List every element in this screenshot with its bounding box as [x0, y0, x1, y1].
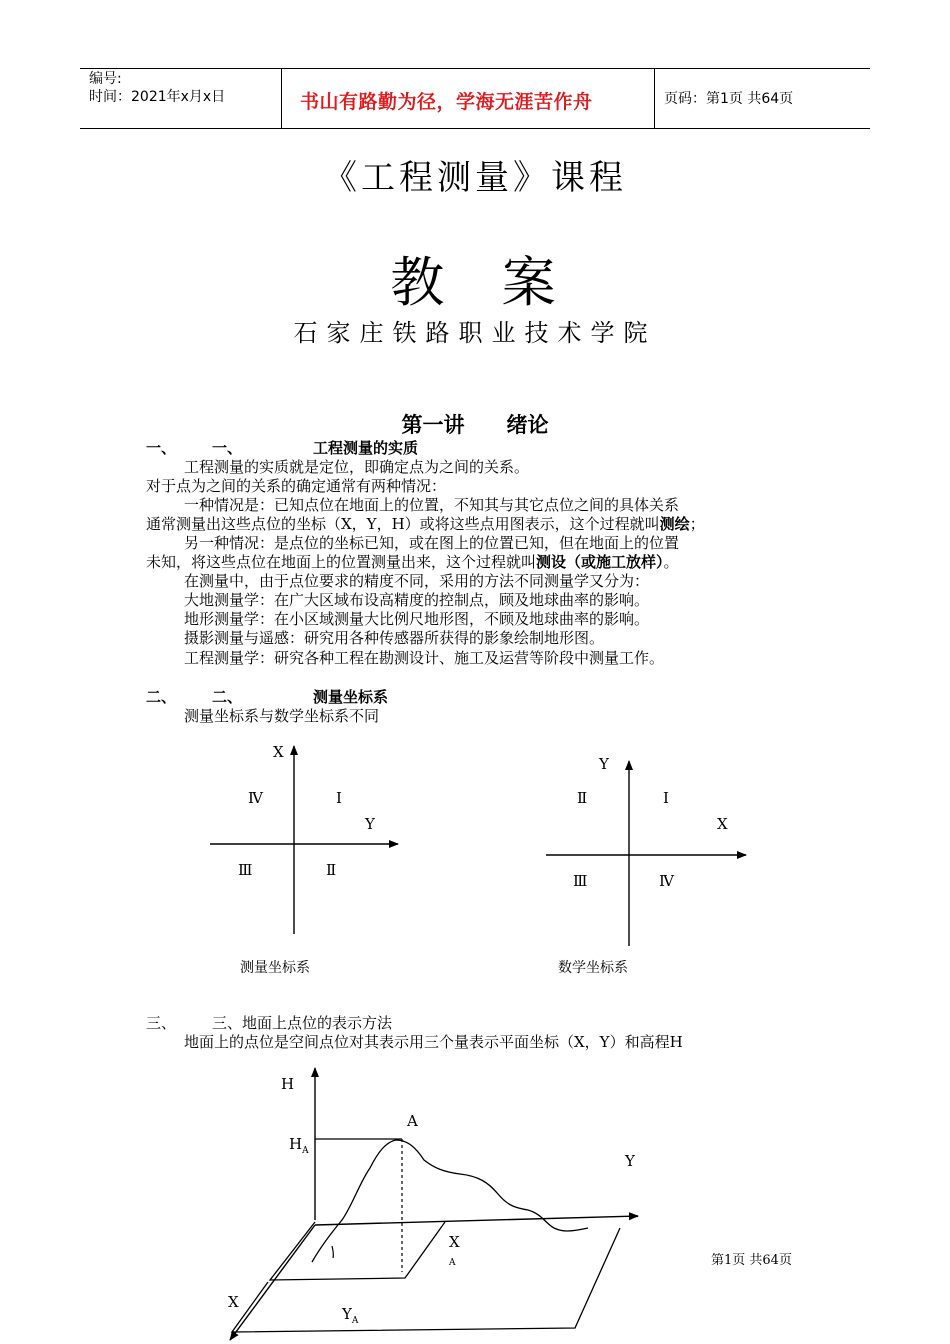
header-bottom-rule [80, 128, 870, 129]
section1-paragraph: 一种情况是：已知点位在地面上的位置，不知其与其它点位之间的具体关系 [184, 496, 680, 514]
x-axis-line [230, 1225, 315, 1340]
ha-label [289, 1135, 309, 1156]
x-axis-label: X [228, 1293, 239, 1311]
section2-number-repeat: 二、 [212, 688, 243, 706]
xa-label-main: X [449, 1233, 460, 1251]
header-number-label: 编号: [89, 71, 122, 87]
header-page-label: 页码：第1页 共64页 [664, 91, 794, 107]
y-axis-label: Y [625, 1152, 635, 1170]
math-quadrant-1: Ⅰ [663, 789, 669, 807]
survey-coordinate-diagram [200, 740, 410, 940]
y-axis-line [315, 1216, 638, 1225]
section1-paragraph: 对于点为之间的关系的确定通常有两种情况： [146, 477, 447, 495]
survey-quadrant-2: Ⅱ [326, 861, 337, 879]
survey-quadrant-3: Ⅲ [238, 861, 253, 879]
header-divider-2 [654, 68, 655, 129]
h-axis-label: H [281, 1075, 295, 1093]
math-quadrant-3: Ⅲ [573, 872, 588, 890]
math-coordinate-diagram [540, 755, 750, 950]
term-setting-out: 测设（或施工放样） [536, 553, 664, 571]
section1-number-repeat: 一、 [212, 439, 243, 457]
terrain-tail [332, 1246, 333, 1258]
math-diagram-caption: 数学坐标系 [558, 960, 628, 976]
section1-paragraph: 地形测量学：在小区域测量大比例尺地形图，不顾及地球曲率的影响。 [184, 610, 650, 628]
text-run: 未知，将这些点位在地面上的位置测量出来，这个过程就叫 [146, 553, 537, 571]
ya-label [342, 1305, 358, 1326]
section1-paragraph: 大地测量学：在广大区域布设高精度的控制点，顾及地球曲率的影响。 [184, 591, 650, 609]
ya-main: Y [342, 1305, 352, 1323]
math-y-axis-label: Y [599, 755, 609, 773]
section1-paragraph: 工程测量的实质就是定位，即确定点为之间的关系。 [184, 458, 530, 476]
text-run: ； [689, 515, 705, 533]
term-mapping: 测绘 [659, 515, 690, 533]
section1-paragraph [146, 552, 679, 573]
ha-main: H [289, 1135, 303, 1153]
lesson-plan-title: 教 案 [390, 251, 576, 314]
section2-number: 二、 [146, 688, 177, 706]
point-a-label: A [407, 1112, 418, 1130]
math-quadrant-4: Ⅳ [659, 872, 674, 890]
section3-paragraph: 地面上的点位是空间点位对其表示用三个量表示平面坐标（X，Y）和高程H [184, 1033, 683, 1051]
survey-diagram-caption: 测量坐标系 [240, 960, 310, 976]
header-top-rule [80, 68, 870, 69]
school-name: 石家庄铁路职业技术学院 [293, 319, 657, 347]
math-x-axis-label: X [717, 815, 728, 833]
survey-x-axis-label: X [273, 743, 284, 761]
header-time-label: 时间：2021年x月x日 [89, 89, 226, 105]
text-run: 通常测量出这些点位的坐标（X，Y，H）或将这些点用图表示，这个过程就叫 [146, 515, 660, 533]
section1-paragraph: 工程测量学：研究各种工程在勘测设计、施工及运营等阶段中测量工作。 [184, 649, 665, 667]
ha-sub: A [302, 1146, 309, 1156]
section1-number: 一、 [146, 439, 177, 457]
survey-quadrant-4: Ⅳ [248, 789, 263, 807]
xa-label-sub: A [449, 1258, 456, 1268]
section2-paragraph: 测量坐标系与数学坐标系不同 [184, 707, 380, 725]
text-run: 。 [663, 553, 679, 571]
survey-y-axis-label: Y [365, 815, 375, 833]
ya-sub: A [351, 1316, 359, 1326]
header-motto: 书山有路勤为径，学海无涯苦作舟 [300, 91, 593, 113]
section1-heading: 工程测量的实质 [313, 439, 419, 457]
section3-number: 三、 [146, 1014, 177, 1032]
section1-paragraph: 另一种情况：是点位的坐标已知，或在图上的位置已知，但在地面上的位置 [184, 534, 680, 552]
lecture-title: 第一讲 绪论 [401, 412, 549, 437]
course-title: 《工程测量》课程 [323, 158, 627, 198]
section1-paragraph [146, 514, 705, 535]
point-representation-diagram [220, 1060, 650, 1344]
section1-paragraph: 摄影测量与遥感：研究用各种传感器所获得的影象绘制地形图。 [184, 629, 605, 647]
section2-heading: 测量坐标系 [313, 688, 389, 706]
section1-paragraph: 在测量中，由于点位要求的精度不同，采用的方法不同测量学又分为： [184, 572, 650, 590]
math-quadrant-2: Ⅱ [577, 789, 588, 807]
survey-quadrant-1: Ⅰ [336, 789, 342, 807]
header-divider-1 [281, 68, 282, 129]
section3-heading: 三、地面上点位的表示方法 [212, 1014, 393, 1032]
footer-page-number: 第1页 共64页 [711, 1253, 792, 1268]
